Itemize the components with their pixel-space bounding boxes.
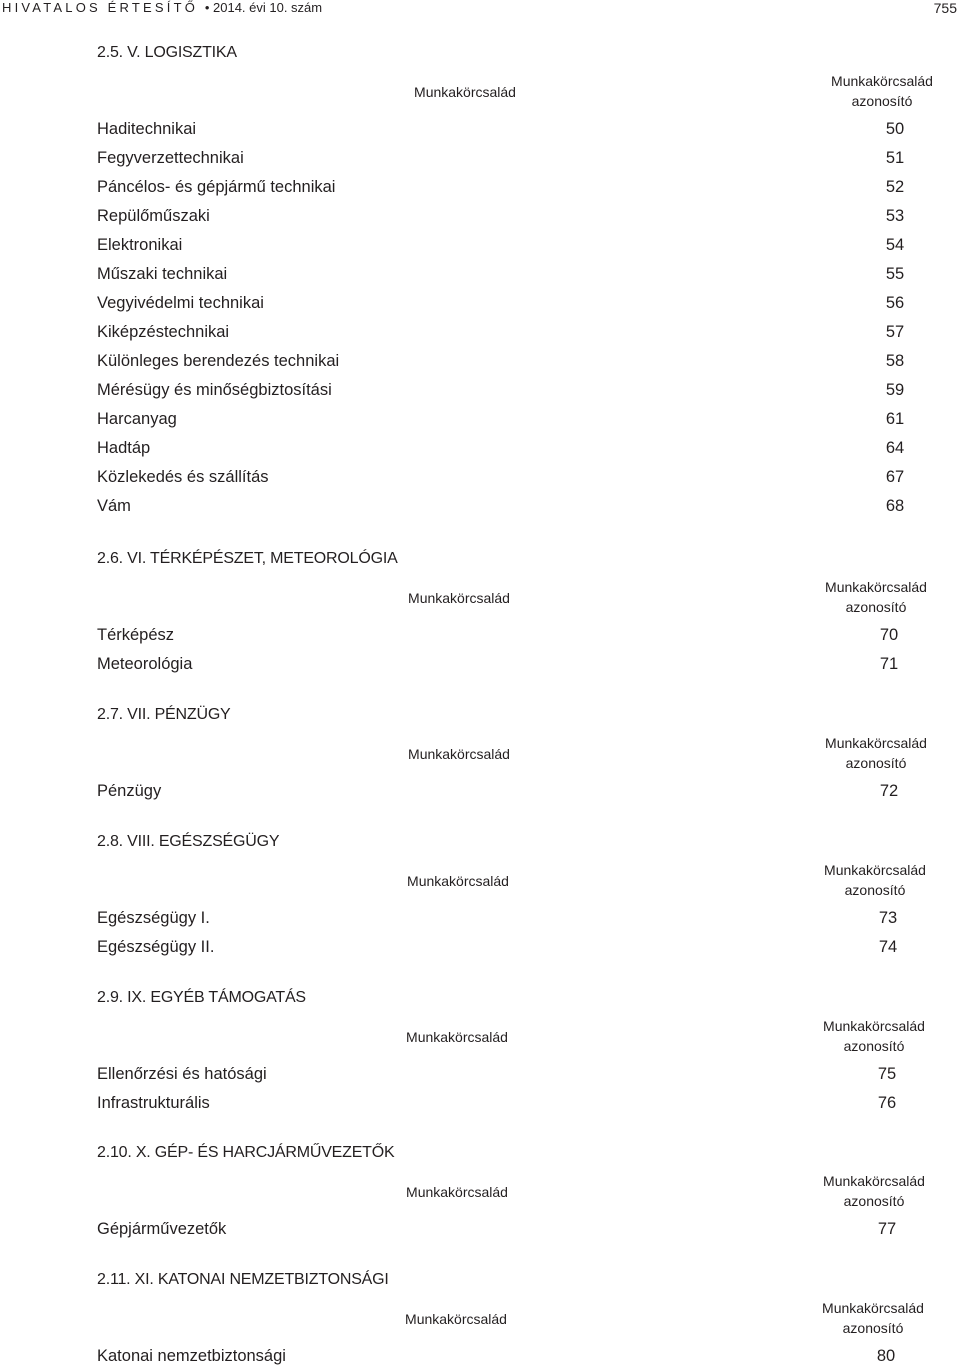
column-header-id-line1: Munkakörcsalád [823, 1018, 925, 1034]
row-code: 61 [885, 410, 905, 428]
row-label: Különleges berendezés technikai [97, 352, 340, 370]
table-row [97, 621, 917, 650]
table-row [97, 777, 917, 806]
column-header-name: Munkakörcsalád [408, 590, 510, 606]
row-code: 71 [879, 655, 899, 673]
column-header-name: Munkakörcsalád [414, 84, 516, 100]
row-label: Haditechnikai [97, 120, 197, 138]
section-title: 2.7. VII. PÉNZÜGY [97, 706, 231, 723]
column-header-name: Munkakörcsalád [405, 1311, 507, 1327]
table-row [97, 405, 917, 434]
row-code: 54 [885, 236, 905, 254]
section-title: 2.11. XI. KATONAI NEMZETBIZTONSÁGI [97, 1271, 389, 1288]
row-label: Repülőműszaki [97, 207, 210, 225]
column-header-id [822, 1298, 924, 1338]
section-title: 2.6. VI. TÉRKÉPÉSZET, METEOROLÓGIA [97, 550, 398, 567]
column-header-id [831, 71, 933, 111]
row-code: 80 [876, 1347, 896, 1365]
row-code: 70 [879, 626, 899, 644]
table-row [97, 1089, 917, 1118]
row-code: 59 [885, 381, 905, 399]
rows-container [97, 1060, 917, 1118]
column-header-id [825, 733, 927, 773]
row-code: 64 [885, 439, 905, 457]
column-header-id [823, 1171, 925, 1211]
table-row [97, 1215, 917, 1244]
header-bullet: • [204, 0, 213, 15]
column-header-id [823, 1016, 925, 1056]
table-row [97, 289, 917, 318]
issue-label: 2014. évi 10. szám [213, 0, 323, 15]
column-header-id-line2: azonosító [851, 93, 913, 109]
row-code: 50 [885, 120, 905, 138]
column-header-id-line2: azonosító [842, 1320, 904, 1336]
row-label: Fegyverzettechnikai [97, 149, 244, 167]
table-row [97, 650, 917, 679]
row-code: 53 [885, 207, 905, 225]
row-label: Elektronikai [97, 236, 183, 254]
table-row [97, 904, 917, 933]
row-label: Infrastrukturális [97, 1094, 210, 1112]
row-code: 58 [885, 352, 905, 370]
running-header [0, 0, 960, 20]
row-label: Kiképzéstechnikai [97, 323, 230, 341]
table-row [97, 202, 917, 231]
column-header-id-line1: Munkakörcsalád [825, 735, 927, 751]
rows-container [97, 777, 917, 806]
row-label: Gépjárművezetők [97, 1220, 227, 1238]
row-label: Hadtáp [97, 439, 151, 457]
row-code: 75 [877, 1065, 897, 1083]
row-code: 51 [885, 149, 905, 167]
row-label: Harcanyag [97, 410, 177, 428]
journal-name: HIVATALOS ÉRTESÍTŐ [2, 0, 199, 15]
table-row [97, 376, 917, 405]
section-title: 2.5. V. LOGISZTIKA [97, 44, 237, 61]
column-header-id-line1: Munkakörcsalád [831, 73, 933, 89]
row-label: Mérésügy és minőségbiztosítási [97, 381, 332, 399]
column-header-id-line2: azonosító [843, 1193, 905, 1209]
row-label: Közlekedés és szállítás [97, 468, 269, 486]
table-row [97, 173, 917, 202]
rows-container [97, 115, 917, 521]
row-code: 76 [877, 1094, 897, 1112]
row-code: 74 [878, 938, 898, 956]
column-header-name: Munkakörcsalád [406, 1184, 508, 1200]
page-number: 755 [933, 0, 957, 16]
row-code: 55 [885, 265, 905, 283]
table-row [97, 347, 917, 376]
row-label: Vegyivédelmi technikai [97, 294, 264, 312]
row-label: Térképész [97, 626, 175, 644]
table-row [97, 115, 917, 144]
column-header-id-line2: azonosító [845, 755, 907, 771]
row-label: Egészségügy II. [97, 938, 215, 956]
rows-container [97, 1342, 917, 1371]
row-label: Egészségügy I. [97, 909, 210, 927]
row-code: 57 [885, 323, 905, 341]
row-label: Páncélos- és gépjármű technikai [97, 178, 336, 196]
row-label: Pénzügy [97, 782, 162, 800]
column-header-id-line1: Munkakörcsalád [823, 1173, 925, 1189]
column-header-id-line2: azonosító [843, 1038, 905, 1054]
row-label: Vám [97, 497, 131, 515]
table-row [97, 318, 917, 347]
table-row [97, 260, 917, 289]
row-code: 68 [885, 497, 905, 515]
row-label: Katonai nemzetbiztonsági [97, 1347, 286, 1365]
column-header-id-line2: azonosító [845, 599, 907, 615]
column-header-id-line2: azonosító [844, 882, 906, 898]
table-row [97, 463, 917, 492]
table-row [97, 933, 917, 962]
rows-container [97, 904, 917, 962]
section-title: 2.8. VIII. EGÉSZSÉGÜGY [97, 833, 280, 850]
column-header-name: Munkakörcsalád [407, 873, 509, 889]
column-header-id [824, 860, 926, 900]
row-label: Meteorológia [97, 655, 193, 673]
column-header-id [825, 577, 927, 617]
table-row [97, 1342, 917, 1371]
section-title: 2.9. IX. EGYÉB TÁMOGATÁS [97, 989, 306, 1006]
journal-title [2, 0, 213, 15]
section-title: 2.10. X. GÉP- ÉS HARCJÁRMŰVEZETŐK [97, 1144, 395, 1161]
row-label: Ellenőrzési és hatósági [97, 1065, 267, 1083]
rows-container [97, 1215, 917, 1244]
table-row [97, 144, 917, 173]
table-row [97, 434, 917, 463]
table-row [97, 231, 917, 260]
column-header-name: Munkakörcsalád [408, 746, 510, 762]
column-header-id-line1: Munkakörcsalád [824, 862, 926, 878]
rows-container [97, 621, 917, 679]
row-code: 73 [878, 909, 898, 927]
row-code: 56 [885, 294, 905, 312]
row-code: 52 [885, 178, 905, 196]
row-code: 67 [885, 468, 905, 486]
column-header-id-line1: Munkakörcsalád [825, 579, 927, 595]
table-row [97, 492, 917, 521]
row-code: 77 [877, 1220, 897, 1238]
column-header-id-line1: Munkakörcsalád [822, 1300, 924, 1316]
column-header-name: Munkakörcsalád [406, 1029, 508, 1045]
table-row [97, 1060, 917, 1089]
row-label: Műszaki technikai [97, 265, 228, 283]
row-code: 72 [879, 782, 899, 800]
